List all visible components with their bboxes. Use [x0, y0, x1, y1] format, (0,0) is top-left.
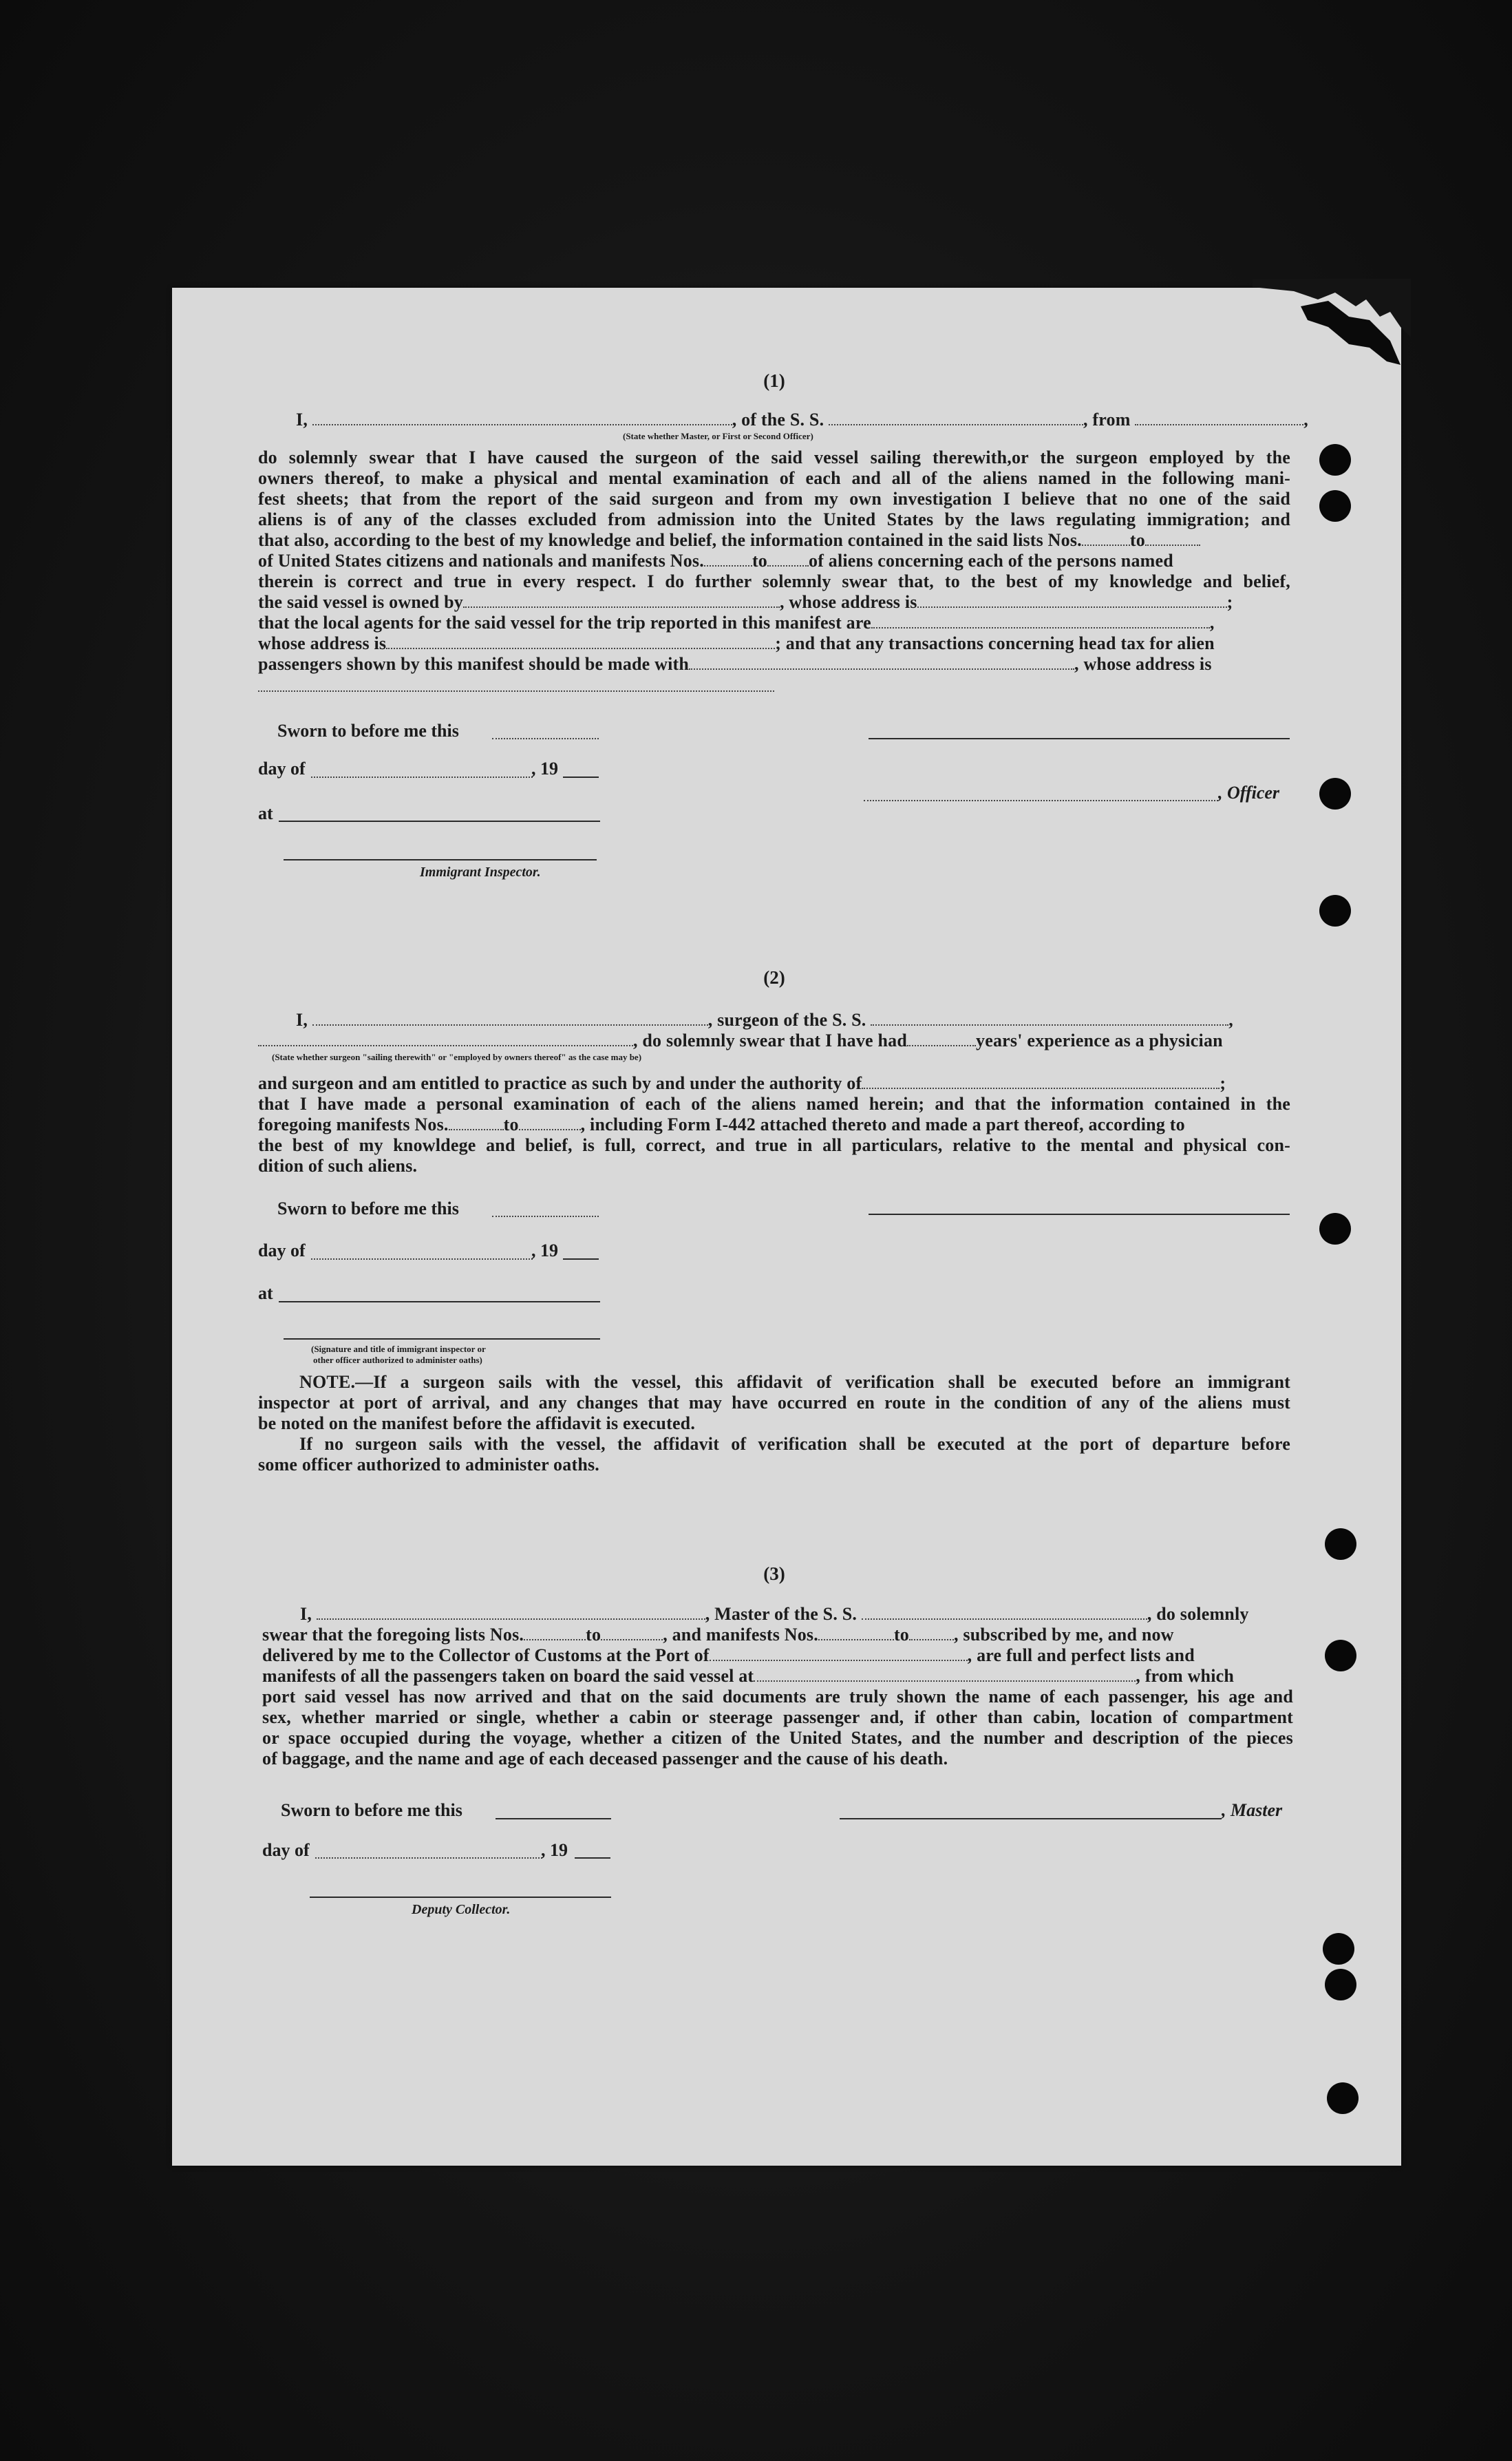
section-1-line-4: fest sheets; that from the report of the said surgeon and from my own investigation I believe that no one of the said [258, 489, 1290, 509]
section-1-officer-label: , Officer [1218, 783, 1280, 803]
punch-hole [1327, 2082, 1359, 2114]
punch-hole [1319, 778, 1351, 810]
section-2-day-field[interactable] [311, 1258, 533, 1260]
punch-hole [1325, 1969, 1356, 2000]
section-2-sig-caption-2: other officer authorized to administer oaths) [313, 1355, 482, 1365]
section-1-line-5: aliens is of any of the classes excluded from admission into the United States by the laws regulating immigration; and [258, 509, 1290, 529]
section-3-line-8: of baggage, and the name and age of each deceased passenger and the cause of his death. [262, 1749, 948, 1768]
section-1-line-1: I, , of the S. S. , from , [296, 410, 1308, 430]
section-3-year-field[interactable] [575, 1857, 610, 1859]
section-3-collector-caption: Deputy Collector. [412, 1902, 511, 1917]
agents-address-field[interactable] [386, 634, 775, 649]
port-field[interactable] [710, 1646, 968, 1661]
section-3-sworn: Sworn to before me this [281, 1800, 462, 1820]
section-1-officer-signature-line[interactable] [869, 738, 1290, 739]
surgeon-name-field[interactable] [312, 1011, 708, 1026]
section-1-sworn-date-field[interactable] [492, 738, 599, 739]
surgeon-vessel-field[interactable] [871, 1011, 1228, 1026]
section-2-inspector-signature-line[interactable] [284, 1338, 600, 1340]
section-3-line-1: I, , Master of the S. S. , do solemnly [300, 1604, 1249, 1624]
section-3-sworn-date-field[interactable] [496, 1818, 611, 1819]
section-2-at: at [258, 1283, 273, 1303]
section-3-line-2: swear that the foregoing lists Nos. to , and manifests Nos. to , subscribed by me, and now [262, 1625, 1174, 1645]
section-2-surgeon-signature-line[interactable] [869, 1214, 1290, 1215]
master-name-3-field[interactable] [317, 1605, 705, 1620]
manifests-to-field[interactable] [767, 551, 809, 567]
section-1-line-12: passengers shown by this manifest should be made with , whose address is [258, 654, 1212, 674]
surgeon-manifests-from-field[interactable] [449, 1115, 504, 1130]
section-1-line-2: do solemnly swear that I have caused the surgeon of the said vessel sailing therewith,or the surgeon employed by the [258, 447, 1290, 467]
section-1-line-11: whose address is ; and that any transactions concerning head tax for alien [258, 633, 1215, 653]
manifests-from-field[interactable] [704, 551, 752, 567]
section-2-line-6: the best of my knowldege and belief, is full, correct, and true in all particulars, relative to the mental and physical con- [258, 1135, 1290, 1155]
local-agents-field[interactable] [871, 613, 1210, 629]
note-line-4: If no surgeon sails with the vessel, the affidavit of verification shall be executed at the port of departure before [299, 1434, 1290, 1454]
section-3-number: (3) [763, 1563, 785, 1584]
section-1-at-field[interactable] [279, 821, 600, 822]
punch-hole [1319, 1213, 1351, 1245]
master-lists-from-field[interactable] [524, 1625, 586, 1640]
lists-to-field[interactable] [1145, 531, 1200, 546]
section-1-line-8: therein is correct and true in every respect. I do further solemnly swear that, to the best of my knowledge and belief, [258, 571, 1290, 591]
section-1-line-9: the said vessel is owned by , whose address is ; [258, 592, 1233, 612]
master-name-field[interactable] [312, 410, 732, 425]
section-2-hint: (State whether surgeon "sailing therewith" or "employed by owners thereof" as the case may be) [272, 1052, 642, 1062]
note-line-5: some officer authorized to administer oaths. [258, 1455, 599, 1475]
section-2-line-7: dition of such aliens. [258, 1156, 418, 1176]
section-1-inspector-caption: Immigrant Inspector. [420, 865, 541, 880]
owner-field[interactable] [463, 593, 780, 608]
section-2-line-5: foregoing manifests Nos. to , including Form I-442 attached thereto and made a part thereof, according to [258, 1115, 1185, 1134]
vessel-name-field[interactable] [829, 410, 1083, 425]
from-port-field[interactable] [1135, 410, 1303, 425]
note-line-2: inspector at port of arrival, and any changes that may have occurred en route in the condition of any of the aliens must [258, 1393, 1290, 1413]
section-3-day-field[interactable] [315, 1857, 542, 1859]
master-vessel-field[interactable] [862, 1605, 1147, 1620]
section-3-nineteen: , 19 [541, 1840, 568, 1860]
section-1-nineteen: , 19 [531, 759, 558, 779]
section-3-line-5: port said vessel has now arrived and that on the said documents are truly shown the name of each passenger, his age and [262, 1687, 1293, 1707]
surgeon-manifests-to-field[interactable] [519, 1115, 581, 1130]
section-2-sig-caption-1: (Signature and title of immigrant inspector or [311, 1344, 486, 1354]
section-1-line-7: of United States citizens and nationals and manifests Nos. to of aliens concerning each of the persons named [258, 551, 1173, 571]
master-lists-to-field[interactable] [601, 1625, 663, 1640]
embarkation-port-field[interactable] [754, 1667, 1136, 1682]
section-3-line-7: or space occupied during the voyage, whether a citizen of the United States, and the number and description of the pieces [262, 1728, 1293, 1748]
section-2-sworn-date-field[interactable] [492, 1216, 599, 1217]
section-1-line-3: owners thereof, to make a physical and mental examination of each and all of the aliens named in the following mani- [258, 468, 1290, 488]
section-3-day-of: day of [262, 1840, 310, 1860]
section-1-inspector-signature-line[interactable] [284, 859, 597, 860]
section-2-sworn: Sworn to before me this [277, 1198, 459, 1218]
torn-corner [1253, 279, 1411, 375]
section-1-line-10: that the local agents for the said vessel for the trip reported in this manifest are , [258, 613, 1215, 633]
section-2-day-of: day of [258, 1240, 306, 1260]
section-3-line-4: manifests of all the passengers taken on board the said vessel at , from which [262, 1666, 1235, 1686]
head-tax-agent-field[interactable] [689, 655, 1074, 670]
master-manifests-from-field[interactable] [818, 1625, 894, 1640]
section-2-year-field[interactable] [563, 1258, 599, 1260]
section-1-officer-name-field[interactable] [864, 800, 1218, 801]
punch-hole [1319, 444, 1351, 476]
section-1-sworn: Sworn to before me this [277, 721, 459, 741]
lists-from-field[interactable] [1082, 531, 1130, 546]
section-1-day-field[interactable] [311, 777, 533, 778]
section-2-line-4: that I have made a personal examination of each of the aliens named herein; and that the information contained in the [258, 1094, 1290, 1114]
section-1-year-field[interactable] [563, 777, 599, 778]
note-line-3: be noted on the manifest before the affidavit is executed. [258, 1413, 696, 1433]
section-2-line-2: , do solemnly swear that I have had years' experience as a physician [258, 1031, 1290, 1051]
section-1-line-6: that also, according to the best of my knowledge and belief, the information contained in the said lists Nos. to [258, 530, 1290, 551]
note-line-1: NOTE.—If a surgeon sails with the vessel, this affidavit of verification shall be executed before an immigrant [299, 1372, 1290, 1392]
section-2-at-field[interactable] [279, 1301, 600, 1302]
section-1-number: (1) [763, 370, 785, 391]
punch-hole [1319, 490, 1351, 522]
section-1-at: at [258, 803, 273, 823]
years-experience-field[interactable] [907, 1031, 976, 1046]
surgeon-status-field[interactable] [258, 1031, 633, 1046]
punch-hole [1319, 895, 1351, 927]
section-3-master-label: , Master [1222, 1800, 1283, 1820]
section-2-nineteen: , 19 [531, 1240, 558, 1260]
punch-hole [1325, 1640, 1356, 1671]
punch-hole [1325, 1528, 1356, 1560]
section-3-collector-signature-line[interactable] [310, 1897, 611, 1898]
section-1-hint: (State whether Master, or First or Second Officer) [623, 431, 813, 441]
section-3-line-6: sex, whether married or single, whether a cabin or steerage passenger and, if other than cabin, location of compartment [262, 1707, 1293, 1727]
owner-address-field[interactable] [917, 593, 1227, 608]
punch-hole [1323, 1933, 1354, 1965]
master-manifests-to-field[interactable] [909, 1625, 954, 1640]
section-1-day-of: day of [258, 759, 306, 779]
section-3-master-signature-line[interactable] [840, 1818, 1222, 1819]
section-2-number: (2) [763, 967, 785, 988]
section-3-line-3: delivered by me to the Collector of Customs at the Port of , are full and perfect lists and [262, 1645, 1195, 1665]
section-2-line-1: I, , surgeon of the S. S. , [296, 1010, 1233, 1030]
authority-field[interactable] [862, 1074, 1220, 1089]
section-2-line-3: and surgeon and am entitled to practice as such by and under the authority of ; [258, 1073, 1226, 1093]
head-tax-address-field[interactable] [258, 690, 774, 692]
